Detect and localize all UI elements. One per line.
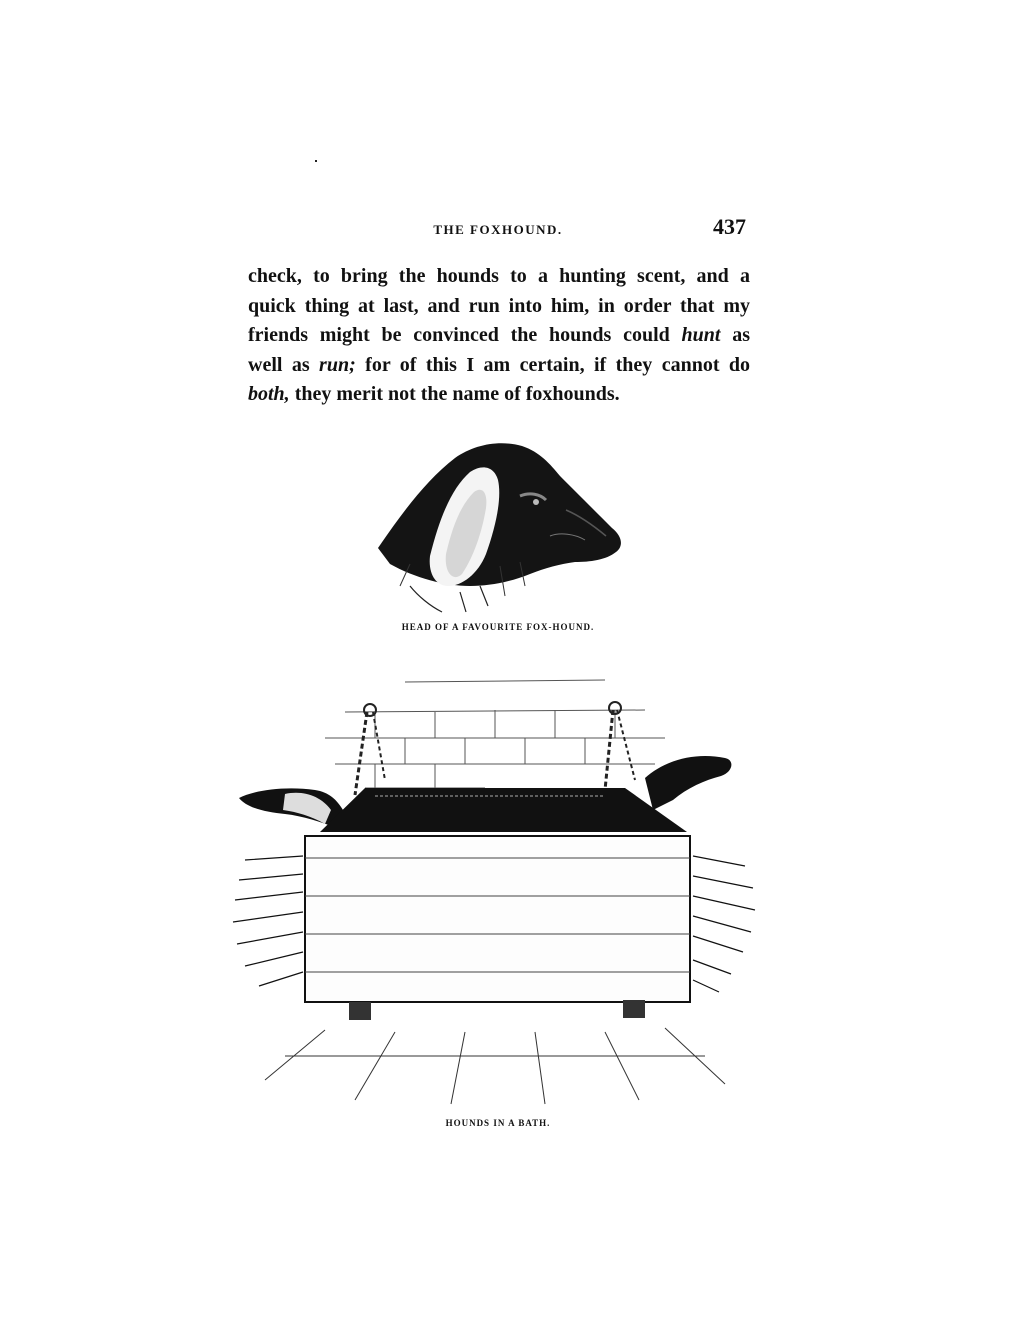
italic-word: both, (248, 383, 290, 405)
running-head (248, 214, 748, 244)
ink-speck (315, 160, 317, 162)
hounds-in-bath-illustration (225, 660, 765, 1120)
running-title: THE FOXHOUND. (433, 222, 563, 237)
text-line: quick thing at last, and run into him, in order that my (248, 294, 750, 317)
figure-caption: HOUNDS IN A BATH. (445, 1118, 551, 1128)
italic-word: run; (319, 353, 356, 376)
page-number: 437 (713, 214, 746, 239)
italic-word: hunt (681, 324, 721, 346)
text-line: check, to bring the hounds to a hunting scent, and a (248, 265, 750, 287)
text-line: both, they merit not the name of foxhounds. (248, 383, 620, 405)
text-line: friends might be convinced the hounds could hunt as (248, 324, 750, 346)
figure-caption: HEAD OF A FAVOURITE FOX-HOUND. (401, 622, 595, 632)
body-paragraph (248, 262, 750, 410)
text-line: well as run; for of this I am certain, if they cannot do (248, 353, 751, 376)
foxhound-head-illustration (370, 436, 630, 616)
